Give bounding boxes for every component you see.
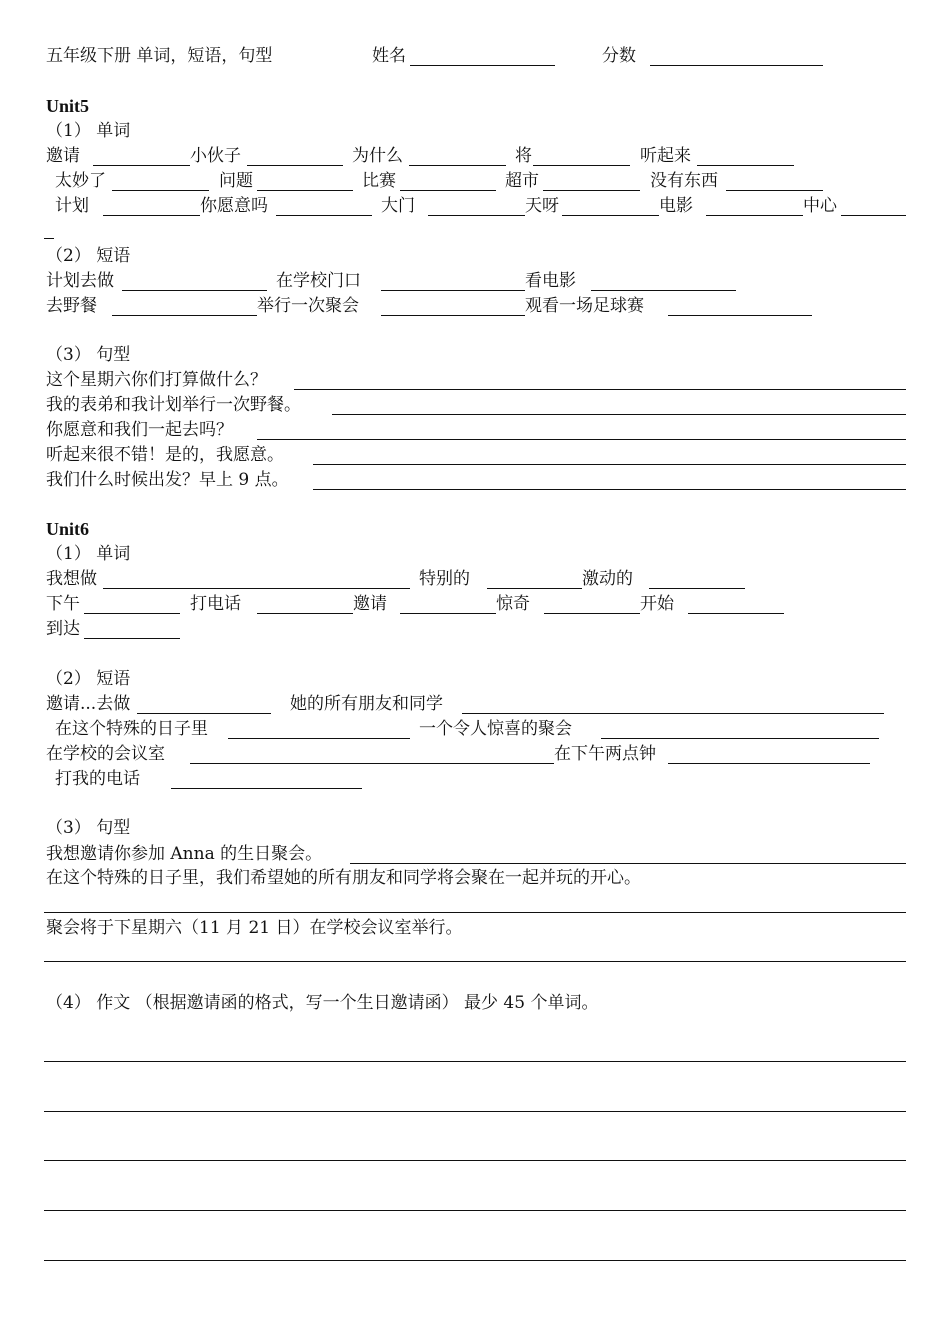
essay-line[interactable]: [44, 1160, 906, 1161]
score-label: 分数: [602, 46, 636, 66]
phrase-blank[interactable]: [601, 738, 879, 739]
word-label: 将: [515, 146, 532, 166]
word-label: 你愿意吗: [200, 196, 268, 216]
unit5-phrases-heading: （2） 短语: [46, 246, 131, 266]
word-label: 到达: [46, 619, 80, 639]
word-label: 听起来: [640, 146, 691, 166]
word-label: 打电话: [190, 594, 241, 614]
sentence-label: 聚会将于下星期六（11 月 21 日）在学校会议室举行。: [46, 918, 463, 938]
word-blank[interactable]: [543, 190, 640, 191]
word-label: 计划: [55, 196, 89, 216]
phrase-label: 举行一次聚会: [257, 296, 359, 316]
word-label: 特别的: [419, 569, 470, 589]
sentence-blank[interactable]: [332, 414, 906, 415]
word-label: 电影: [659, 196, 693, 216]
worksheet-title: 五年级下册 单词，短语，句型: [46, 46, 273, 66]
phrase-label: 在学校的会议室: [46, 744, 165, 764]
word-label: 问题: [219, 171, 253, 191]
word-label: 惊奇: [496, 594, 530, 614]
word-label: 比赛: [362, 171, 396, 191]
phrase-label: 观看一场足球赛: [525, 296, 644, 316]
phrase-label: 在下午两点钟: [554, 744, 656, 764]
word-blank[interactable]: [84, 638, 180, 639]
unit5-words-heading: （1） 单词: [46, 121, 131, 141]
word-label: 我想做: [46, 569, 97, 589]
sentence-blank[interactable]: [294, 389, 906, 390]
word-blank[interactable]: [649, 588, 745, 589]
phrase-blank[interactable]: [228, 738, 410, 739]
word-blank[interactable]: [276, 215, 372, 216]
essay-line[interactable]: [44, 1210, 906, 1211]
word-label: 开始: [640, 594, 674, 614]
unit5-sentences-heading: （3） 句型: [46, 345, 131, 365]
phrase-blank[interactable]: [122, 290, 267, 291]
word-blank[interactable]: [544, 613, 640, 614]
word-label: 激动的: [582, 569, 633, 589]
phrase-blank[interactable]: [668, 315, 812, 316]
word-label: 邀请: [353, 594, 387, 614]
sentence-blank[interactable]: [350, 863, 906, 864]
sentence-blank[interactable]: [257, 439, 906, 440]
phrase-label: 在这个特殊的日子里: [55, 719, 208, 739]
word-blank[interactable]: [400, 613, 496, 614]
phrase-label: 打我的电话: [55, 769, 140, 789]
phrase-blank[interactable]: [462, 713, 884, 714]
phrase-blank[interactable]: [112, 315, 257, 316]
word-blank[interactable]: [487, 588, 582, 589]
sentence-label: 我想邀请你参加 Anna 的生日聚会。: [46, 844, 323, 864]
essay-line[interactable]: [44, 1111, 906, 1112]
name-label: 姓名: [372, 46, 406, 66]
name-blank[interactable]: [410, 65, 555, 66]
word-blank[interactable]: [84, 613, 180, 614]
word-blank[interactable]: [697, 165, 794, 166]
sentence-label: 听起来很不错！是的，我愿意。: [46, 445, 284, 465]
sentence-blank[interactable]: [44, 961, 906, 962]
sentence-label: 这个星期六你们打算做什么？: [46, 370, 267, 390]
phrase-blank[interactable]: [190, 763, 554, 764]
word-blank[interactable]: [247, 165, 343, 166]
word-label: 没有东西: [650, 171, 718, 191]
phrase-label: 她的所有朋友和同学: [290, 694, 443, 714]
phrase-label: 一个令人惊喜的聚会: [419, 719, 572, 739]
unit6-phrases-heading: （2） 短语: [46, 669, 131, 689]
unit6-words-heading: （1） 单词: [46, 544, 131, 564]
word-blank[interactable]: [562, 215, 659, 216]
word-blank[interactable]: [409, 165, 506, 166]
word-blank[interactable]: [428, 215, 525, 216]
word-label: 下午: [46, 594, 80, 614]
word-blank[interactable]: [103, 588, 410, 589]
phrase-label: 去野餐: [46, 296, 97, 316]
phrase-blank[interactable]: [171, 788, 362, 789]
word-label: 大门: [381, 196, 415, 216]
unit6-sentences-heading: （3） 句型: [46, 818, 131, 838]
word-blank[interactable]: [688, 613, 784, 614]
word-blank-continued[interactable]: [44, 238, 54, 239]
phrase-blank[interactable]: [591, 290, 736, 291]
sentence-label: 我们什么时候出发？早上 9 点。: [46, 470, 289, 490]
phrase-blank[interactable]: [137, 713, 271, 714]
phrase-blank[interactable]: [668, 763, 870, 764]
sentence-blank[interactable]: [313, 464, 906, 465]
word-label: 为什么: [352, 146, 403, 166]
phrase-blank[interactable]: [381, 290, 525, 291]
sentence-label: 你愿意和我们一起去吗？: [46, 420, 233, 440]
word-label: 天呀: [525, 196, 559, 216]
sentence-blank[interactable]: [313, 489, 906, 490]
sentence-blank[interactable]: [44, 912, 906, 913]
word-blank[interactable]: [112, 190, 209, 191]
word-label: 邀请: [46, 146, 80, 166]
sentence-label: 在这个特殊的日子里，我们希望她的所有朋友和同学将会聚在一起并玩的开心。: [46, 868, 641, 888]
sentence-label: 我的表弟和我计划举行一次野餐。: [46, 395, 301, 415]
word-blank[interactable]: [93, 165, 190, 166]
phrase-label: 邀请...去做: [46, 694, 131, 714]
word-blank[interactable]: [103, 215, 200, 216]
word-blank[interactable]: [257, 190, 353, 191]
unit6-title: Unit6: [46, 519, 90, 539]
essay-line[interactable]: [44, 1260, 906, 1261]
essay-heading: （4） 作文 （根据邀请函的格式，写一个生日邀请函） 最少 45 个单词。: [46, 993, 599, 1013]
word-blank[interactable]: [533, 165, 630, 166]
word-label: 超市: [505, 171, 539, 191]
word-blank[interactable]: [257, 613, 353, 614]
phrase-label: 计划去做: [46, 271, 114, 291]
phrase-label: 在学校门口: [276, 271, 361, 291]
word-blank[interactable]: [706, 215, 803, 216]
word-blank[interactable]: [726, 190, 823, 191]
unit5-title: Unit5: [46, 96, 90, 116]
word-blank[interactable]: [400, 190, 496, 191]
word-label: 太妙了: [55, 171, 106, 191]
word-label: 小伙子: [190, 146, 241, 166]
score-blank[interactable]: [650, 65, 823, 66]
word-blank[interactable]: [841, 215, 906, 216]
phrase-label: 看电影: [525, 271, 576, 291]
word-label: 中心: [803, 196, 837, 216]
essay-line[interactable]: [44, 1061, 906, 1062]
phrase-blank[interactable]: [381, 315, 525, 316]
